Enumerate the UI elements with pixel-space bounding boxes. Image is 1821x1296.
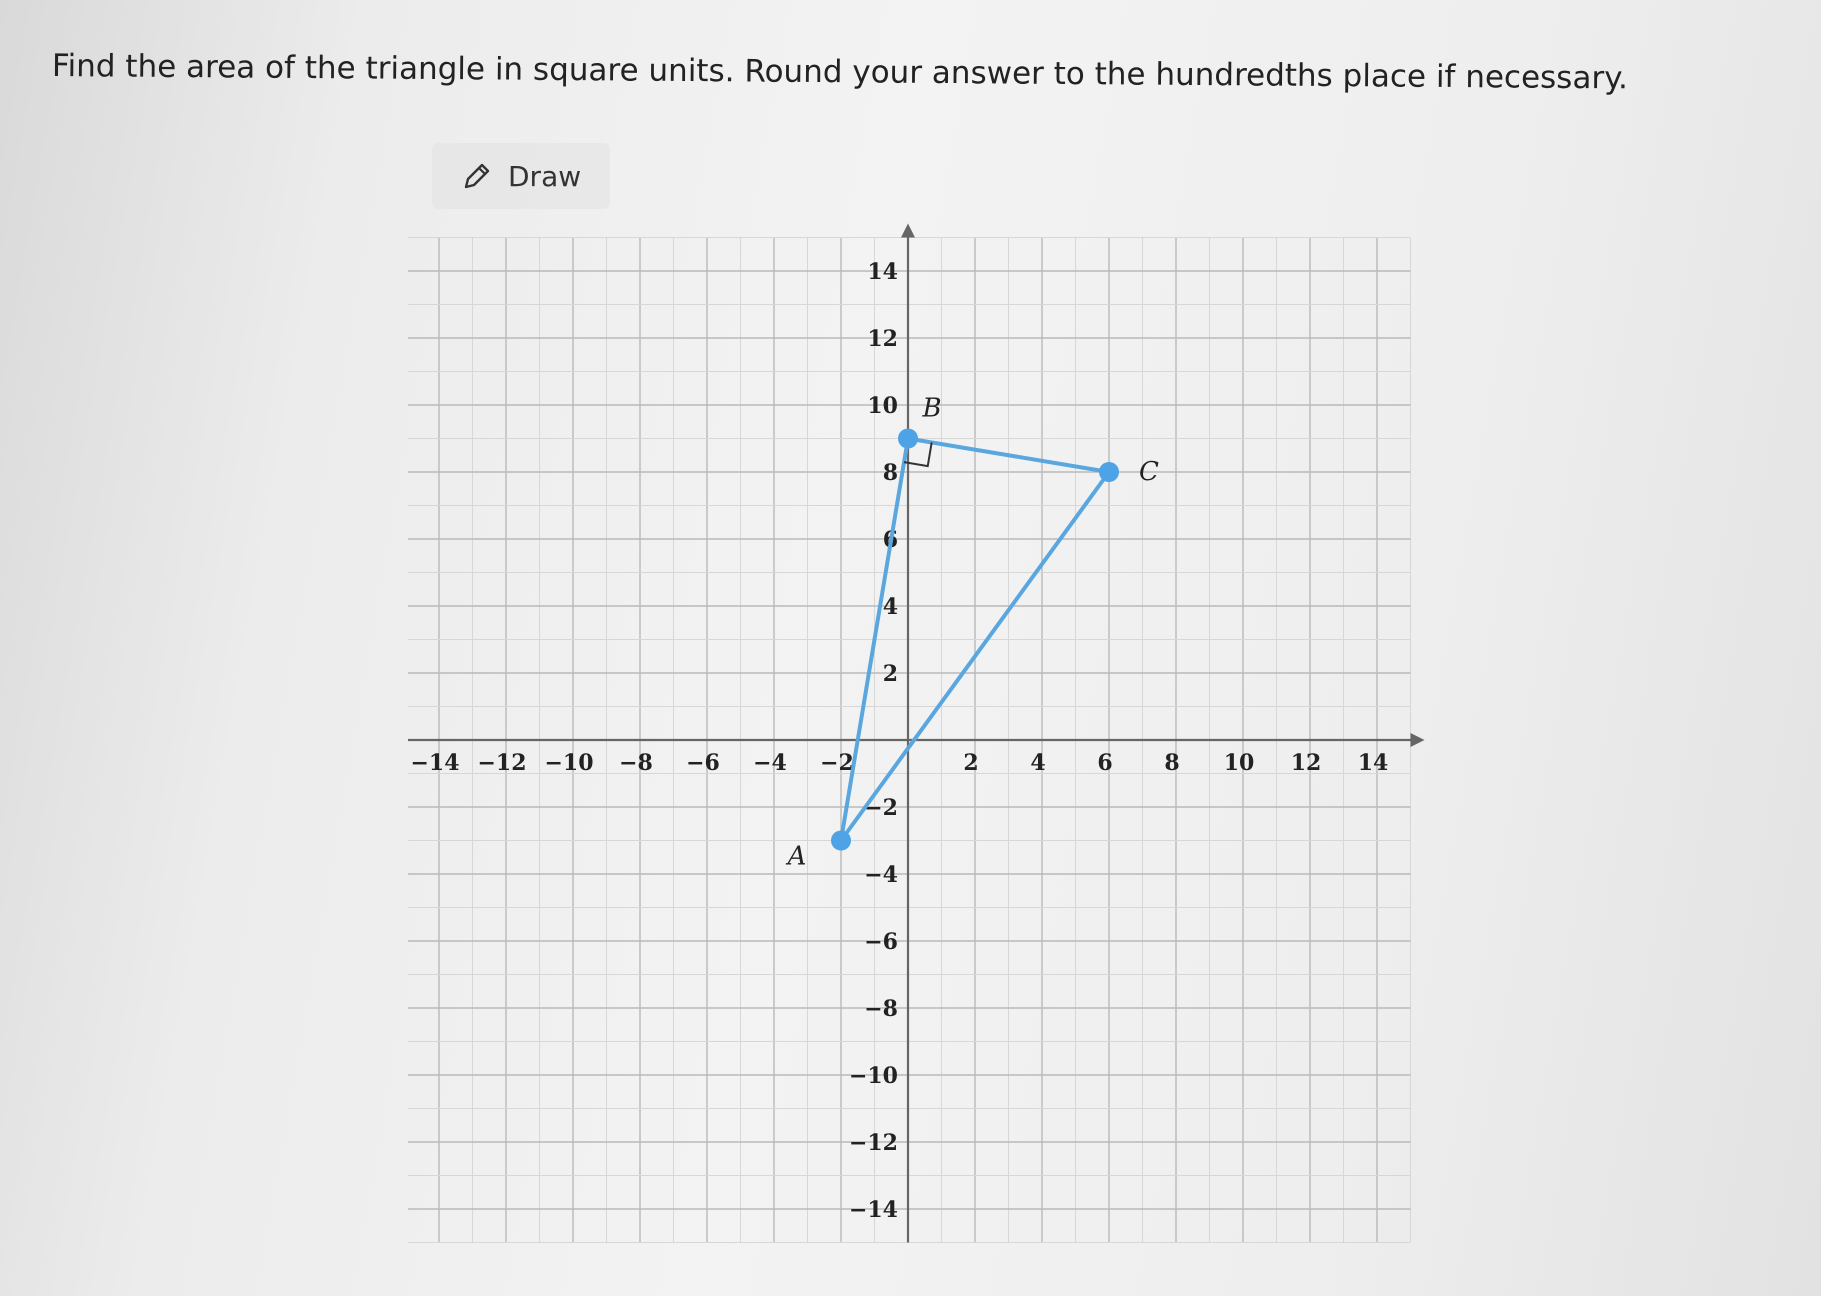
x-tick-label: −6	[686, 750, 720, 776]
y-tick-label: 14	[867, 259, 898, 285]
y-tick-label: −10	[848, 1063, 898, 1089]
coordinate-plane[interactable]	[408, 220, 1428, 1260]
x-tick-label: 14	[1357, 750, 1389, 776]
x-tick-label: 8	[1164, 750, 1180, 776]
x-tick-label: 6	[1097, 750, 1113, 776]
y-tick-label: −4	[864, 862, 898, 888]
draw-button[interactable]	[432, 143, 610, 209]
y-axis-arrow-icon	[901, 224, 915, 238]
x-tick-label: 2	[963, 750, 979, 776]
x-tick-label: −12	[477, 750, 527, 776]
pencil-icon	[460, 159, 494, 193]
x-tick-label: −2	[820, 750, 854, 776]
x-tick-label: 10	[1223, 750, 1255, 776]
point-label-a: A	[787, 841, 807, 872]
x-tick-label: −10	[544, 750, 594, 776]
x-tick-label: −8	[619, 750, 653, 776]
y-tick-label: −2	[864, 795, 898, 821]
point-b[interactable]	[898, 429, 918, 449]
axes	[408, 224, 1425, 1243]
x-tick-label: −4	[753, 750, 787, 776]
y-tick-label: 2	[882, 661, 898, 687]
x-tick-label: 4	[1030, 750, 1046, 776]
y-tick-label: −8	[864, 996, 898, 1022]
y-tick-label: −12	[848, 1130, 898, 1156]
y-tick-label: −14	[848, 1197, 898, 1223]
x-tick-label: 12	[1290, 750, 1322, 776]
y-tick-label: 4	[882, 594, 898, 620]
question-text: Find the area of the triangle in square units. Round your answer to the hundredths place if necessary.	[51, 48, 1629, 97]
point-c[interactable]	[1099, 462, 1119, 482]
y-tick-label: 10	[867, 393, 898, 419]
x-axis-arrow-icon	[1411, 733, 1425, 747]
y-tick-label: −6	[864, 929, 898, 955]
y-tick-label: 8	[882, 460, 898, 486]
point-a[interactable]	[831, 831, 851, 851]
x-tick-label: −14	[410, 750, 460, 776]
draw-label: Draw	[508, 159, 582, 193]
point-label-c: C	[1139, 457, 1159, 487]
y-tick-label: 12	[867, 326, 898, 352]
point-label-b: B	[922, 393, 942, 424]
coordinate-graph[interactable]	[408, 220, 1428, 1260]
y-tick-label: 6	[882, 527, 898, 553]
